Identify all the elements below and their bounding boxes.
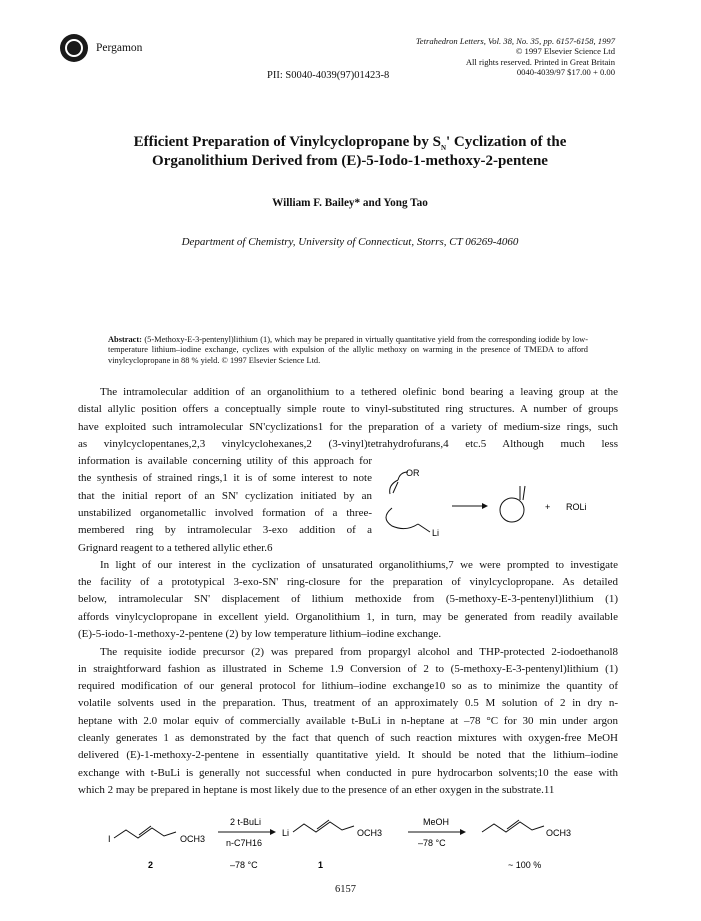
p3-line-3: required modification of our general protocol for lithium–iodine exchange10 so as to minimize the quantity of: [78, 680, 618, 693]
temp-1: –78 °C: [230, 860, 258, 870]
p1-wrap-line-2: the synthesis of strained rings,1 it is of some interest to note: [78, 472, 372, 485]
paper-title: Efficient Preparation of Vinylcyclopropane by $S_N'$ Cyclization of the Organolithium Derived from (E)-5-Iodo-1-methoxy-2-pentene: [133, 134, 567, 169]
p3-line-4: volatile solvents used in the preparation. Thus, treatment of an approximately 0.5 M solution of 2 in dry n-: [78, 697, 618, 710]
p2-line-1: In light of our interest in the cyclization of unsaturated organolithiums,7 we were prompted to investigate: [100, 558, 618, 571]
p1-wrap-line-5: membered ring by intramolecular 3-exo addition of a: [78, 524, 372, 537]
authors: William F. Bailey* and Yong Tao: [272, 197, 428, 209]
p1-wrap-line-1: information is available concerning utility of this approach for: [78, 455, 372, 467]
page-number: 6157: [335, 884, 356, 895]
p3-line-9: which 2 may be prepared in heptane is most likely due to the presence of an ether oxygen in the substrate.11: [78, 783, 555, 796]
journal-line: Tetrahedron Letters, Vol. 38, No. 35, pp. 6157-6158, 1997: [415, 36, 615, 46]
paragraph-1-end: [78, 540, 618, 557]
p1-line-2: distal allylic position offers a conceptually simple route to vinyl-substituted ring structures. A number of groups: [78, 403, 618, 416]
reagent-1-bottom: n-C7H16: [226, 838, 263, 848]
p1-line-3: have exploited such intramolecular SN'cyclizations1 for the preparation of a variety of medium-size rings, such: [78, 420, 618, 433]
p2-line-3: below, intramolecular SN' displacement of lithium methoxide from (5-methoxy-E-3-pentenyl)lithium (1): [78, 593, 618, 606]
compound-2-number: 2: [148, 860, 154, 870]
paragraph-1-wrap: [78, 453, 372, 539]
iodo-label: I: [108, 834, 111, 844]
arrow-1-head: [270, 829, 276, 835]
product-chain: [482, 822, 544, 832]
p1-line-1: The intramolecular addition of an organolithium to a tethered olefinic bond bearing a leaving group at the: [100, 386, 618, 398]
p3-line-2: in straightforward fashion as illustrated in Scheme 1.9 Conversion of 2 to (5-methoxy-E-3-pentenyl)lithium (1): [78, 662, 618, 675]
p1-last-line: Grignard reagent to a tethered allylic ether.6: [78, 541, 273, 554]
rights-line: All rights reserved. Printed in Great Britain: [465, 56, 615, 67]
affiliation: Department of Chemistry, University of Connecticut, Storrs, CT 06269-4060: [181, 236, 519, 248]
ring: [500, 498, 524, 522]
paragraph-1: [78, 384, 618, 453]
roli-label: ROLi: [566, 502, 587, 512]
double-bond: [393, 482, 398, 493]
och3-label-2: OCH3: [357, 828, 383, 838]
copyright-line: © 1997 Elsevier Science Ltd: [515, 46, 615, 57]
or-label: OR: [406, 468, 420, 478]
och3-label-3: OCH3: [546, 828, 572, 838]
issn-price: 0040-4039/97 $17.00 + 0.00: [516, 67, 615, 78]
p2-line-4: affords vinylcyclopropane in excellent yield. Organolithium 1, in turn, may be generated from readily available: [78, 610, 618, 623]
p2-line-5: (E)-5-iodo-1-methoxy-2-pentene (2) by low temperature lithium–iodine exchange.: [78, 627, 442, 640]
compound-1-number: 1: [318, 860, 324, 870]
och3-label-1: OCH3: [180, 834, 206, 844]
p2-line-2: the facility of a prototypical 3-exo-SN' ring-closure for the preparation of vinylcyclopropane. As detailed: [78, 576, 618, 589]
abstract-text: (5-Methoxy-E-3-pentenyl)lithium (1), which may be prepared in virtually quantitative yield from the corresponding iodide by low-temperature lithium–iodine exchange, cyclizes with expulsion of the allylic methoxy on warming in the presence of TMEDA to afford vinylcyclopropane in 88 % yield. © 1997 Elsevier Science Ltd.: [108, 335, 589, 365]
p3-line-6: cleanly generates 1 as demonstrated by the fact that quench of such reaction mixtures with oxygen-free MeOH: [78, 731, 618, 744]
tether-arc: [386, 508, 418, 529]
arrow-2-head: [460, 829, 466, 835]
paragraph-2: [78, 557, 618, 643]
yield-label: ~ 100 %: [508, 860, 542, 870]
p3-line-1: The requisite iodide precursor (2) was prepared from propargyl alcohol and THP-protected 2-iodoethanol8: [100, 645, 618, 658]
publisher-logo: [60, 34, 88, 62]
reagent-2-bottom: –78 °C: [418, 838, 446, 848]
reagent-1-top: 2 t-BuLi: [230, 817, 262, 827]
li-label-bottom: Li: [282, 828, 290, 838]
plus-sign: +: [545, 502, 551, 512]
p1-line-4: as vinylcyclopentanes,2,3 vinylcyclohexanes,2 (3-vinyl)tetrahydrofurans,4 etc.5 Although much less: [78, 437, 618, 450]
p3-line-7: delivered (E)-1-methoxy-2-pentene in essentially quantitative yield. It should be noted that the lithium–iodine: [78, 749, 618, 762]
vinyl-double: [523, 486, 525, 500]
p1-wrap-line-4: unstabilized organometallic involved formation of a three-: [78, 506, 372, 519]
publisher-name: Pergamon: [96, 42, 143, 54]
scheme-1: [100, 800, 610, 875]
abstract-label: Abstract:: [108, 335, 142, 344]
paragraph-3: [78, 644, 618, 800]
li-label: Li: [432, 528, 440, 538]
li-bond: [418, 524, 430, 532]
p3-line-5: heptane with 2.0 molar equiv of commercially available t-BuLi in n-heptane at –78 °C for 30 min under argon: [78, 714, 618, 727]
reagent-2-top: MeOH: [423, 817, 450, 827]
pii: PII: S0040-4039(97)01423-8: [267, 70, 390, 81]
abstract: [108, 335, 588, 366]
p1-wrap-line-3: that the initial report of an SN' cyclization initiated by an: [78, 489, 372, 502]
compound-2-chain: [114, 828, 176, 838]
p3-line-8: exchange with t-BuLi is generally not successful when conducted in pure hydrocarbon solvents;10 the ease with: [78, 766, 618, 779]
arrow-head: [482, 503, 488, 509]
cyclization-scheme: [378, 460, 618, 542]
